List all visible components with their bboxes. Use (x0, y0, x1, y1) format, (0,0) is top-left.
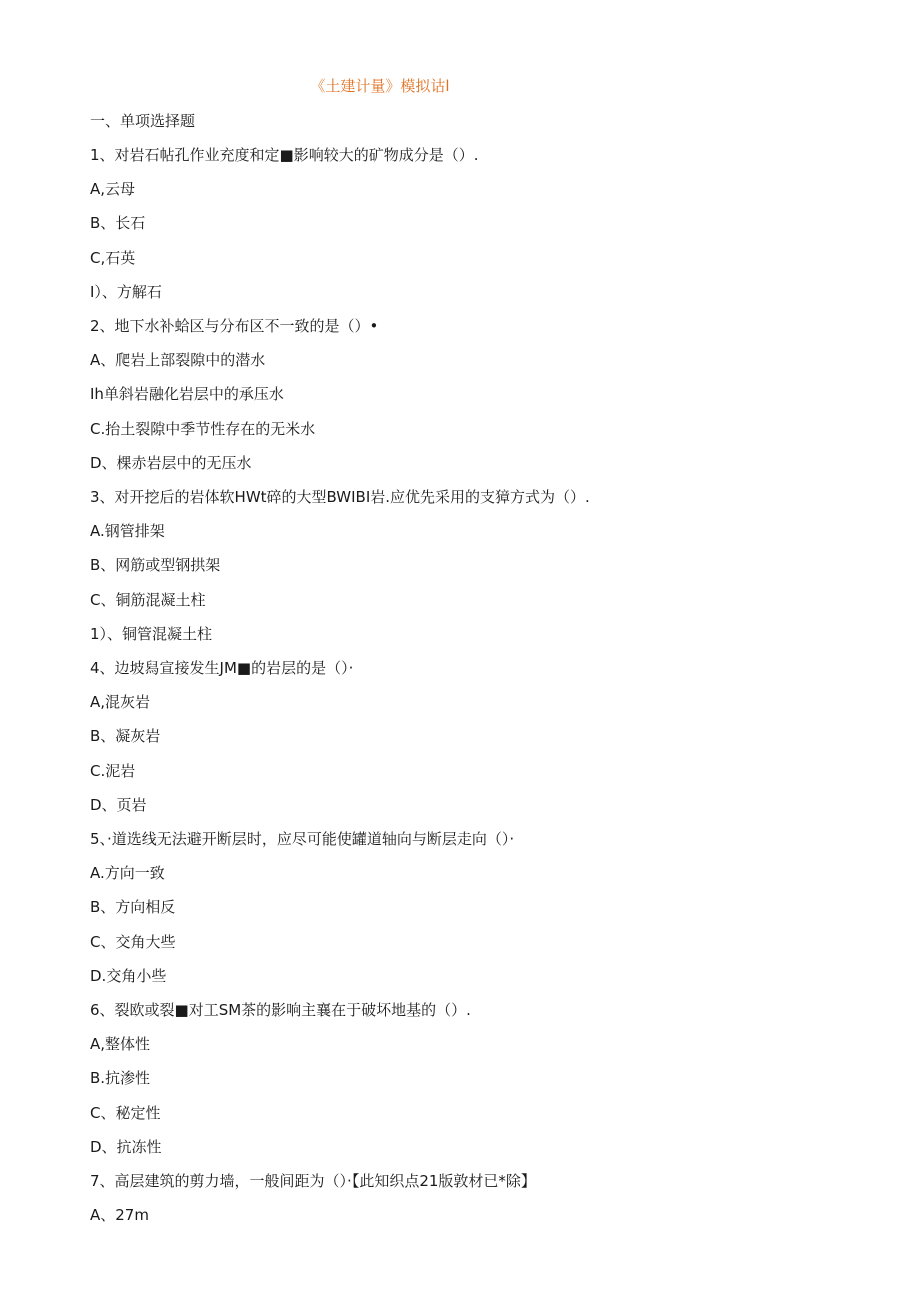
answer-option: B、凝灰岩 (90, 727, 161, 745)
answer-option: D、抗冻性 (90, 1138, 162, 1156)
answer-option: C、铜筋混凝土柱 (90, 591, 206, 609)
question-text: 4、边坡舄宣接发生JM■的岩层的是（）· (90, 659, 354, 677)
answer-option: A,云母 (90, 180, 136, 198)
answer-option: C、交角大些 (90, 933, 176, 951)
answer-option: B.抗渗性 (90, 1069, 151, 1087)
answer-option: 1）、铜管混凝土柱 (90, 625, 213, 643)
answer-option: C、秘定性 (90, 1104, 161, 1122)
answer-option: I）、方解石 (90, 283, 162, 301)
answer-option: Ih单斜岩融化岩层中的承压水 (90, 385, 284, 403)
answer-option: B、长石 (90, 214, 146, 232)
answer-option: A、爬岩上部裂隙中的潜水 (90, 351, 266, 369)
answer-option: D.交角小些 (90, 967, 167, 985)
answer-option: A.钢管排架 (90, 522, 165, 540)
answer-option: B、方向相反 (90, 898, 176, 916)
question-text: 1、对岩石帖孔作业充度和定■影响较大的矿物成分是（）. (90, 146, 479, 164)
answer-option: A.方向一致 (90, 864, 165, 882)
answer-option: D、棵赤岩层中的无压水 (90, 454, 252, 472)
question-text: 3、对开挖后的岩体软HWt碎的大型BWIBI岩.应优先采用的支獐方式为（）. (90, 488, 590, 506)
question-text: 2、地下水补蛤区与分布区不一致的是（）• (90, 317, 379, 335)
answer-option: C,石英 (90, 249, 136, 267)
question-text: 7、高层建筑的剪力墙，一般间距为（）·【此知织点21版敦材已*除】 (90, 1172, 536, 1190)
question-text: 6、裂欧或裂■对工SM茶的影响主襄在于破坏地基的（）. (90, 1001, 471, 1019)
answer-option: C.泥岩 (90, 762, 136, 780)
section-heading: 一、单项选择题 (90, 112, 196, 130)
answer-option: A,混灰岩 (90, 693, 151, 711)
answer-option: C.抬土裂隙中季节性存在的无米水 (90, 420, 316, 438)
question-text: 5、·道选线无法避开断层时，应尽可能使罐道轴向与断层走向（）· (90, 830, 515, 848)
answer-option: A、27m (90, 1206, 149, 1224)
answer-option: D、页岩 (90, 796, 147, 814)
document-title: 《土建计量》模拟诂l (310, 77, 450, 95)
answer-option: A,整体性 (90, 1035, 151, 1053)
answer-option: B、网筋或型钢拱架 (90, 556, 221, 574)
